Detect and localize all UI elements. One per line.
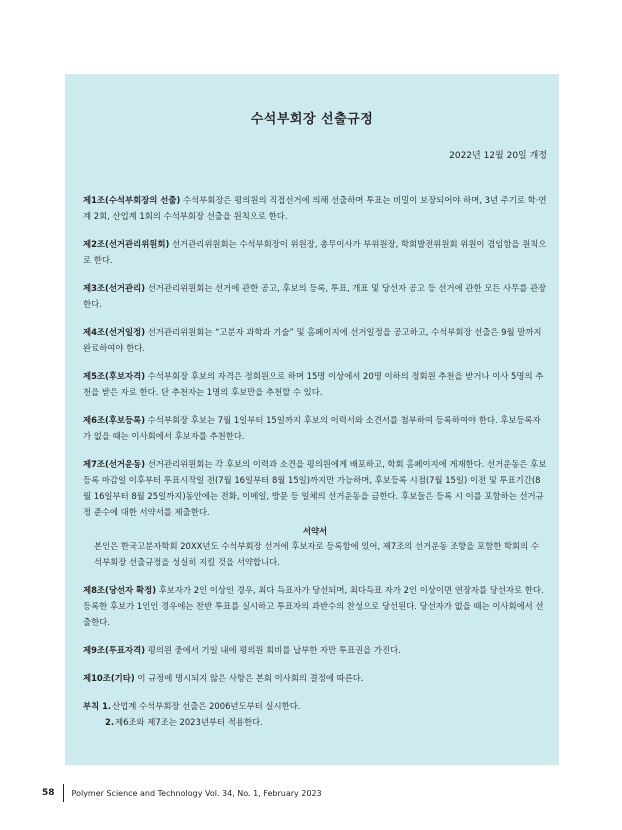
article-text: 선거관리위원회는 수석부회장이 위원장, 총무이사가 부위원장, 학회발전위원회 위원이 겸임함을 원칙으로 한다. xyxy=(83,239,547,265)
article-8 xyxy=(83,582,547,630)
article-1 xyxy=(83,192,547,224)
appendix xyxy=(83,698,547,730)
article-10 xyxy=(83,670,547,686)
article-text: 수석부회장 후보는 7월 1일부터 15일까지 후보의 이력서와 소견서를 첨부하여 등록하여야 한다. 후보등록자가 없을 때는 이사회에서 후보자를 추천한다. xyxy=(83,415,541,441)
article-heading: 제5조(후보자격) xyxy=(83,371,146,381)
footer-divider xyxy=(63,784,64,802)
article-7 xyxy=(83,456,547,520)
article-heading: 제9조(투표자격) xyxy=(83,645,146,655)
article-heading: 제1조(수석부회장의 선출) xyxy=(83,195,181,205)
article-heading: 제4조(선거일정) xyxy=(83,327,146,337)
article-text: 평의원 중에서 기일 내에 평의원 회비를 납부한 자만 투표권을 가진다. xyxy=(145,645,401,655)
article-3 xyxy=(83,280,547,312)
appendix-item xyxy=(83,714,547,730)
oath-title: 서약서 xyxy=(302,526,328,536)
regulation-content xyxy=(83,192,547,730)
revision-date: 2022년 12월 20일 개정 xyxy=(449,151,547,161)
article-5 xyxy=(83,368,547,400)
page-number: 58 xyxy=(42,788,55,798)
appendix-label: 부칙 xyxy=(83,701,103,711)
article-text: 선거관리위원회는 “고분자 과학과 기술” 및 홈페이지에 선거일정을 공고하고, 수석부회장 선출은 9월 말까지 완료하여야 한다. xyxy=(83,327,542,353)
appendix-item xyxy=(83,698,547,714)
article-9 xyxy=(83,642,547,658)
article-heading: 제2조(선거관리위원회) xyxy=(83,239,170,249)
article-heading: 제10조(기타) xyxy=(83,673,135,683)
oath-block xyxy=(83,524,547,570)
article-heading: 제6조(후보등록) xyxy=(83,415,146,425)
article-heading: 제3조(선거관리) xyxy=(83,283,146,293)
appendix-number: 2. xyxy=(105,717,115,727)
journal-citation: Polymer Science and Technology Vol. 34, No. 1, February 2023 xyxy=(71,788,322,798)
article-text: 후보자가 2인 이상인 경우, 최다 득표자가 당선되며, 최다득표 자가 2인 이상이면 연장자를 당선자로 한다. 등록한 후보가 1인인 경우에는 찬반 투표를 실시하고 투표자의 과반수의 찬성으로 당선된다. 당선자가 없을 때는 이사회에서 선출한다. xyxy=(83,585,544,627)
appendix-text: 산업계 수석부회장 선출은 2006년도부터 실시한다. xyxy=(112,701,301,711)
article-text: 선거관리위원회는 선거에 관한 공고, 후보의 등록, 투표, 개표 및 당선자 공고 등 선거에 관한 모든 사무를 관장한다. xyxy=(83,283,547,309)
page-footer xyxy=(42,784,322,802)
article-6 xyxy=(83,412,547,444)
page-title: 수석부회장 선출규정 xyxy=(250,112,374,127)
oath-body: 본인은 한국고분자학회 20XX년도 수석부회장 선거에 후보자로 등록함에 있어, 제7조의 선거운동 조항을 포함한 학회의 수석부회장 선출규정을 성실히 지킬 것을 서약합니다. xyxy=(94,541,539,567)
article-text: 선거관리위원회는 각 후보의 이력과 소견을 평의원에게 배포하고, 학회 홈페이지에 게재한다. 선거운동은 후보등록 마감일 이후부터 투표시작일 전(7월 16일부터 8월 15일)까지만 가능하며, 후보등록 시점(7월 15일) 이전 및 투표기간(8월 16일부터 8월 25일까지)동안에는 전화, 이메일, 방문 등 일체의 선거운동을 금한다. 후보들은 등록 시 이를 포함하는 선거규정 준수에 대한 서약서를 제출한다. xyxy=(83,459,547,517)
article-text: 수석부회장은 평의원의 직접선거에 의해 선출하며 투표는 비밀이 보장되어야 하며, 3년 주기로 학·연계 2회, 산업계 1회의 수석부회장 선출을 원칙으로 한다. xyxy=(83,195,547,221)
article-text: 이 규정에 명시되지 않은 사항은 본회 이사회의 결정에 따른다. xyxy=(134,673,364,683)
appendix-number: 1. xyxy=(102,701,112,711)
article-2 xyxy=(83,236,547,268)
appendix-text: 제6조와 제7조는 2023년부터 적용한다. xyxy=(115,717,263,727)
article-text: 수석부회장 후보의 자격은 정회원으로 하며 15명 이상에서 20명 이하의 정회원 추천을 받거나 이사 5명의 추천을 받은 자로 한다. 단 추천자는 1명의 후보만을 추천할 수 있다. xyxy=(83,371,544,397)
article-4 xyxy=(83,324,547,356)
article-heading: 제7조(선거운동) xyxy=(83,459,146,469)
regulation-panel xyxy=(65,74,559,765)
article-heading: 제8조(당선자 확정) xyxy=(83,585,157,595)
